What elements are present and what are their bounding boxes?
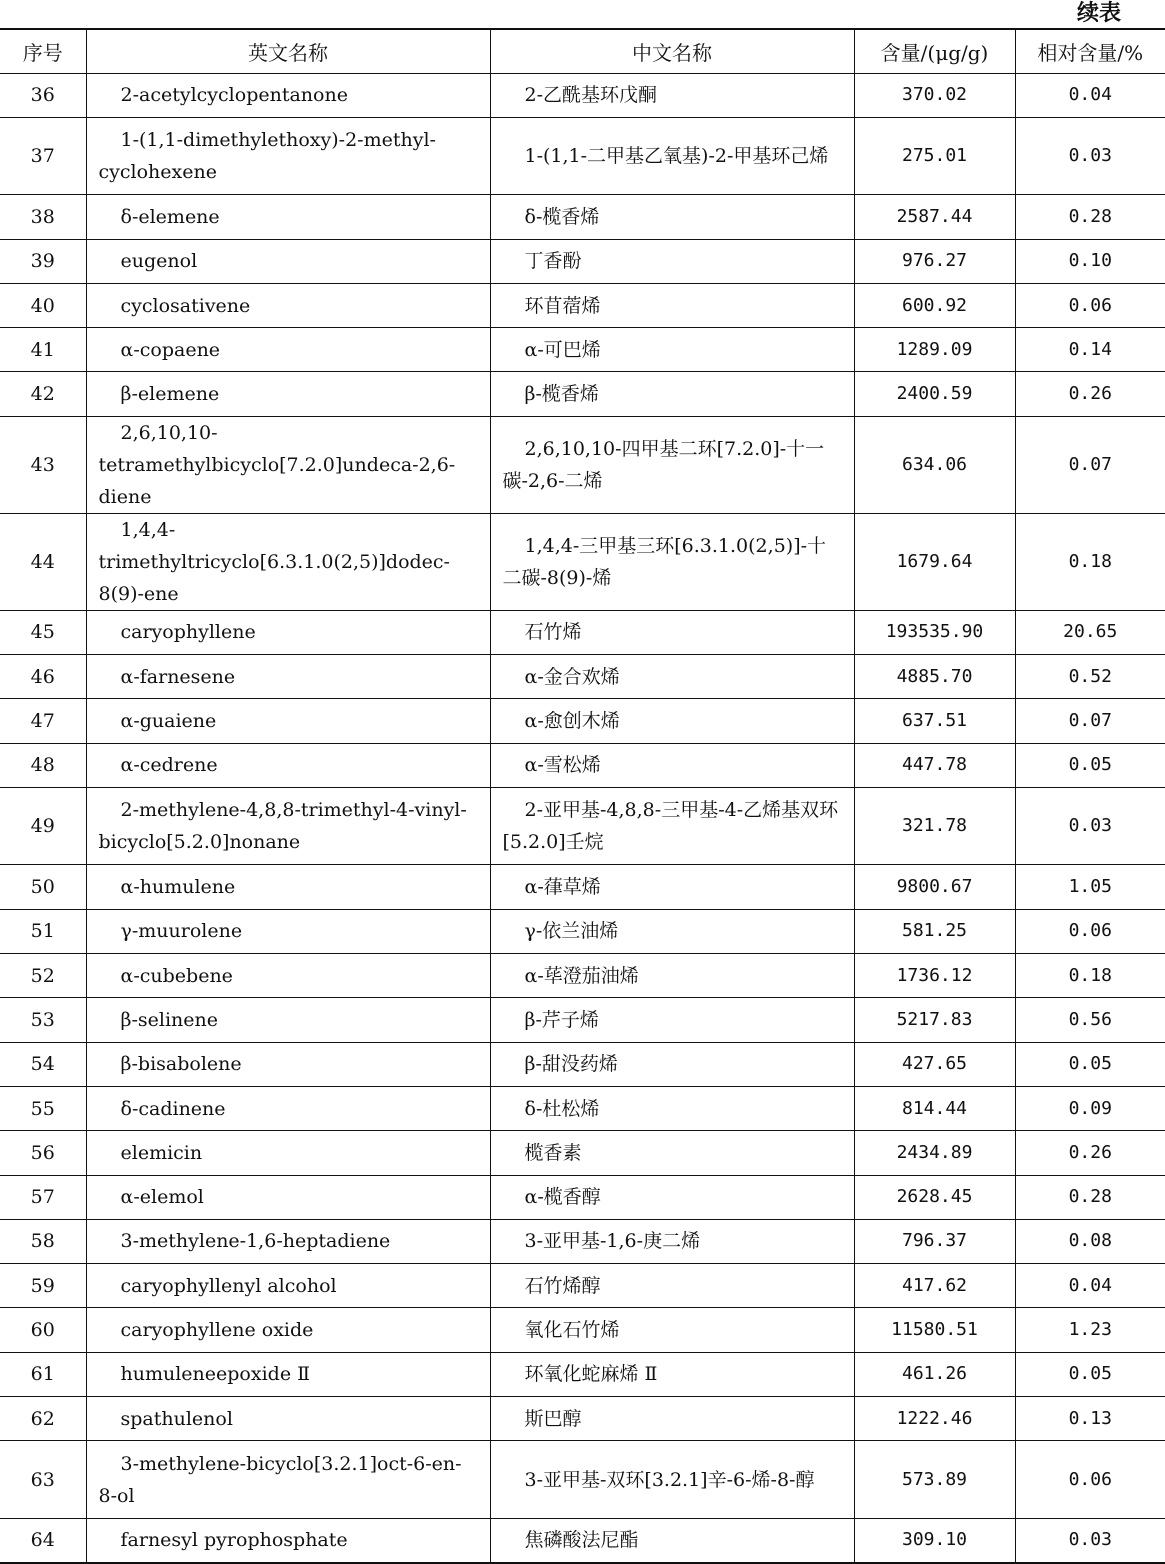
cell-english-name: cyclosativene xyxy=(86,283,490,327)
cell-no: 46 xyxy=(0,655,86,699)
cell-amount: 1222.46 xyxy=(854,1397,1015,1441)
cell-chinese-name: 环苜蓿烯 xyxy=(490,283,854,327)
cell-chinese-name: 石竹烯醇 xyxy=(490,1264,854,1308)
cell-amount: 309.10 xyxy=(854,1518,1015,1562)
cell-chinese-name: 榄香素 xyxy=(490,1131,854,1175)
cell-relative-amount: 0.06 xyxy=(1015,909,1165,953)
cell-relative-amount: 0.05 xyxy=(1015,1042,1165,1086)
cell-amount: 5217.83 xyxy=(854,998,1015,1042)
table-header-row xyxy=(0,29,1165,73)
cell-chinese-name: γ-依兰油烯 xyxy=(490,909,854,953)
cell-no: 42 xyxy=(0,372,86,416)
cell-english-name: 3-methylene-1,6-heptadiene xyxy=(86,1219,490,1263)
cell-english-name: farnesyl pyrophosphate xyxy=(86,1518,490,1562)
cell-english-name: β-elemene xyxy=(86,372,490,416)
cell-amount: 1289.09 xyxy=(854,328,1015,372)
cell-amount: 2587.44 xyxy=(854,195,1015,239)
cell-relative-amount: 0.05 xyxy=(1015,1352,1165,1396)
cell-amount: 2434.89 xyxy=(854,1131,1015,1175)
cell-chinese-name: 环氧化蛇麻烯 Ⅱ xyxy=(490,1352,854,1396)
cell-no: 53 xyxy=(0,998,86,1042)
cell-no: 61 xyxy=(0,1352,86,1396)
cell-english-name: α-humulene xyxy=(86,865,490,909)
cell-amount: 427.65 xyxy=(854,1042,1015,1086)
cell-amount: 461.26 xyxy=(854,1352,1015,1396)
cell-relative-amount: 0.10 xyxy=(1015,239,1165,283)
cell-relative-amount: 0.09 xyxy=(1015,1086,1165,1130)
table-row xyxy=(0,743,1165,787)
cell-chinese-name: δ-杜松烯 xyxy=(490,1086,854,1130)
cell-chinese-name: δ-榄香烯 xyxy=(490,195,854,239)
cell-relative-amount: 0.04 xyxy=(1015,1264,1165,1308)
cell-relative-amount: 0.07 xyxy=(1015,699,1165,743)
table-row xyxy=(0,1175,1165,1219)
cell-amount: 634.06 xyxy=(854,416,1015,513)
header-chinese-name: 中文名称 xyxy=(490,29,854,73)
table-row xyxy=(0,1042,1165,1086)
cell-no: 49 xyxy=(0,787,86,865)
table-row xyxy=(0,513,1165,610)
cell-english-name: α-elemol xyxy=(86,1175,490,1219)
cell-amount: 11580.51 xyxy=(854,1308,1015,1352)
cell-no: 41 xyxy=(0,328,86,372)
table-row xyxy=(0,73,1165,117)
cell-chinese-name: 丁香酚 xyxy=(490,239,854,283)
cell-relative-amount: 0.56 xyxy=(1015,998,1165,1042)
cell-relative-amount: 0.26 xyxy=(1015,372,1165,416)
cell-relative-amount: 0.06 xyxy=(1015,283,1165,327)
cell-no: 44 xyxy=(0,513,86,610)
cell-english-name: 3-methylene-bicyclo[3.2.1]oct-6-en-8-ol xyxy=(86,1441,490,1519)
cell-amount: 796.37 xyxy=(854,1219,1015,1263)
cell-chinese-name: α-可巴烯 xyxy=(490,328,854,372)
cell-amount: 2400.59 xyxy=(854,372,1015,416)
cell-amount: 573.89 xyxy=(854,1441,1015,1519)
table-row xyxy=(0,1397,1165,1441)
cell-amount: 9800.67 xyxy=(854,865,1015,909)
table-row xyxy=(0,1352,1165,1396)
cell-relative-amount: 0.03 xyxy=(1015,117,1165,195)
cell-relative-amount: 0.04 xyxy=(1015,73,1165,117)
cell-chinese-name: 2-亚甲基-4,8,8-三甲基-4-乙烯基双环[5.2.0]壬烷 xyxy=(490,787,854,865)
cell-amount: 4885.70 xyxy=(854,655,1015,699)
cell-relative-amount: 20.65 xyxy=(1015,610,1165,654)
cell-english-name: caryophyllenyl alcohol xyxy=(86,1264,490,1308)
cell-chinese-name: 氧化石竹烯 xyxy=(490,1308,854,1352)
cell-relative-amount: 0.26 xyxy=(1015,1131,1165,1175)
table-row xyxy=(0,1518,1165,1562)
continued-label: 续表 xyxy=(1076,0,1121,26)
table-row xyxy=(0,610,1165,654)
cell-amount: 1736.12 xyxy=(854,954,1015,998)
cell-no: 39 xyxy=(0,239,86,283)
cell-relative-amount: 0.52 xyxy=(1015,655,1165,699)
cell-amount: 275.01 xyxy=(854,117,1015,195)
cell-no: 48 xyxy=(0,743,86,787)
table-row xyxy=(0,1308,1165,1352)
cell-english-name: δ-cadinene xyxy=(86,1086,490,1130)
cell-chinese-name: 2,6,10,10-四甲基二环[7.2.0]-十一碳-2,6-二烯 xyxy=(490,416,854,513)
cell-english-name: 2-acetylcyclopentanone xyxy=(86,73,490,117)
table-row xyxy=(0,865,1165,909)
cell-no: 57 xyxy=(0,1175,86,1219)
cell-chinese-name: α-金合欢烯 xyxy=(490,655,854,699)
cell-chinese-name: β-芹子烯 xyxy=(490,998,854,1042)
cell-english-name: β-bisabolene xyxy=(86,1042,490,1086)
cell-no: 54 xyxy=(0,1042,86,1086)
cell-amount: 417.62 xyxy=(854,1264,1015,1308)
header-no: 序号 xyxy=(0,29,86,73)
cell-chinese-name: α-雪松烯 xyxy=(490,743,854,787)
table-row xyxy=(0,416,1165,513)
cell-relative-amount: 0.06 xyxy=(1015,1441,1165,1519)
table-row xyxy=(0,699,1165,743)
header-amount: 含量/(μg/g) xyxy=(854,29,1015,73)
cell-english-name: δ-elemene xyxy=(86,195,490,239)
cell-no: 37 xyxy=(0,117,86,195)
cell-no: 50 xyxy=(0,865,86,909)
cell-english-name: β-selinene xyxy=(86,998,490,1042)
table-row xyxy=(0,1264,1165,1308)
cell-amount: 193535.90 xyxy=(854,610,1015,654)
cell-chinese-name: α-葎草烯 xyxy=(490,865,854,909)
cell-relative-amount: 0.14 xyxy=(1015,328,1165,372)
cell-relative-amount: 0.28 xyxy=(1015,195,1165,239)
cell-no: 64 xyxy=(0,1518,86,1562)
cell-no: 47 xyxy=(0,699,86,743)
cell-amount: 814.44 xyxy=(854,1086,1015,1130)
cell-no: 63 xyxy=(0,1441,86,1519)
cell-english-name: caryophyllene oxide xyxy=(86,1308,490,1352)
cell-english-name: caryophyllene xyxy=(86,610,490,654)
cell-relative-amount: 0.03 xyxy=(1015,1518,1165,1562)
table-row xyxy=(0,655,1165,699)
cell-no: 58 xyxy=(0,1219,86,1263)
cell-relative-amount: 0.05 xyxy=(1015,743,1165,787)
cell-chinese-name: α-荜澄茄油烯 xyxy=(490,954,854,998)
cell-amount: 370.02 xyxy=(854,73,1015,117)
cell-chinese-name: 石竹烯 xyxy=(490,610,854,654)
cell-amount: 976.27 xyxy=(854,239,1015,283)
cell-chinese-name: α-榄香醇 xyxy=(490,1175,854,1219)
table-row xyxy=(0,1131,1165,1175)
cell-amount: 637.51 xyxy=(854,699,1015,743)
cell-amount: 447.78 xyxy=(854,743,1015,787)
cell-chinese-name: 1,4,4-三甲基三环[6.3.1.0(2,5)]-十二碳-8(9)-烯 xyxy=(490,513,854,610)
table-row xyxy=(0,117,1165,195)
cell-amount: 1679.64 xyxy=(854,513,1015,610)
cell-chinese-name: α-愈创木烯 xyxy=(490,699,854,743)
cell-chinese-name: 2-乙酰基环戊酮 xyxy=(490,73,854,117)
cell-english-name: α-cedrene xyxy=(86,743,490,787)
header-english-name: 英文名称 xyxy=(86,29,490,73)
cell-relative-amount: 0.07 xyxy=(1015,416,1165,513)
cell-relative-amount: 0.03 xyxy=(1015,787,1165,865)
cell-english-name: spathulenol xyxy=(86,1397,490,1441)
table-row xyxy=(0,998,1165,1042)
cell-chinese-name: β-甜没药烯 xyxy=(490,1042,854,1086)
table-row xyxy=(0,372,1165,416)
cell-relative-amount: 1.23 xyxy=(1015,1308,1165,1352)
cell-no: 55 xyxy=(0,1086,86,1130)
cell-english-name: 1-(1,1-dimethylethoxy)-2-methyl-cyclohexene xyxy=(86,117,490,195)
header-relative-amount: 相对含量/% xyxy=(1015,29,1165,73)
cell-english-name: humuleneepoxide Ⅱ xyxy=(86,1352,490,1396)
cell-no: 45 xyxy=(0,610,86,654)
cell-relative-amount: 0.18 xyxy=(1015,513,1165,610)
table-row xyxy=(0,239,1165,283)
cell-relative-amount: 0.13 xyxy=(1015,1397,1165,1441)
cell-english-name: eugenol xyxy=(86,239,490,283)
cell-english-name: 1,4,4-trimethyltricyclo[6.3.1.0(2,5)]dodec-8(9)-ene xyxy=(86,513,490,610)
table-row xyxy=(0,195,1165,239)
cell-no: 36 xyxy=(0,73,86,117)
cell-no: 38 xyxy=(0,195,86,239)
cell-english-name: α-farnesene xyxy=(86,655,490,699)
cell-english-name: elemicin xyxy=(86,1131,490,1175)
cell-relative-amount: 0.08 xyxy=(1015,1219,1165,1263)
cell-chinese-name: 3-亚甲基-双环[3.2.1]辛-6-烯-8-醇 xyxy=(490,1441,854,1519)
cell-chinese-name: 1-(1,1-二甲基乙氧基)-2-甲基环己烯 xyxy=(490,117,854,195)
table-row xyxy=(0,954,1165,998)
cell-no: 56 xyxy=(0,1131,86,1175)
table-row xyxy=(0,787,1165,865)
cell-no: 59 xyxy=(0,1264,86,1308)
table-row xyxy=(0,909,1165,953)
table-row xyxy=(0,1086,1165,1130)
cell-no: 51 xyxy=(0,909,86,953)
cell-no: 52 xyxy=(0,954,86,998)
cell-no: 62 xyxy=(0,1397,86,1441)
cell-amount: 600.92 xyxy=(854,283,1015,327)
table-body xyxy=(0,73,1165,1563)
cell-chinese-name: 3-亚甲基-1,6-庚二烯 xyxy=(490,1219,854,1263)
cell-relative-amount: 0.28 xyxy=(1015,1175,1165,1219)
table-row xyxy=(0,328,1165,372)
cell-chinese-name: β-榄香烯 xyxy=(490,372,854,416)
cell-relative-amount: 0.18 xyxy=(1015,954,1165,998)
table-row xyxy=(0,1219,1165,1263)
cell-amount: 2628.45 xyxy=(854,1175,1015,1219)
compound-table xyxy=(0,28,1165,1564)
cell-no: 40 xyxy=(0,283,86,327)
cell-no: 60 xyxy=(0,1308,86,1352)
cell-no: 43 xyxy=(0,416,86,513)
cell-english-name: 2,6,10,10-tetramethylbicyclo[7.2.0]undeca-2,6-diene xyxy=(86,416,490,513)
cell-amount: 581.25 xyxy=(854,909,1015,953)
cell-amount: 321.78 xyxy=(854,787,1015,865)
cell-english-name: α-guaiene xyxy=(86,699,490,743)
cell-relative-amount: 1.05 xyxy=(1015,865,1165,909)
cell-chinese-name: 焦磷酸法尼酯 xyxy=(490,1518,854,1562)
cell-english-name: α-copaene xyxy=(86,328,490,372)
cell-english-name: 2-methylene-4,8,8-trimethyl-4-vinyl-bicyclo[5.2.0]nonane xyxy=(86,787,490,865)
cell-chinese-name: 斯巴醇 xyxy=(490,1397,854,1441)
cell-english-name: γ-muurolene xyxy=(86,909,490,953)
table-row xyxy=(0,283,1165,327)
table-row xyxy=(0,1441,1165,1519)
cell-english-name: α-cubebene xyxy=(86,954,490,998)
